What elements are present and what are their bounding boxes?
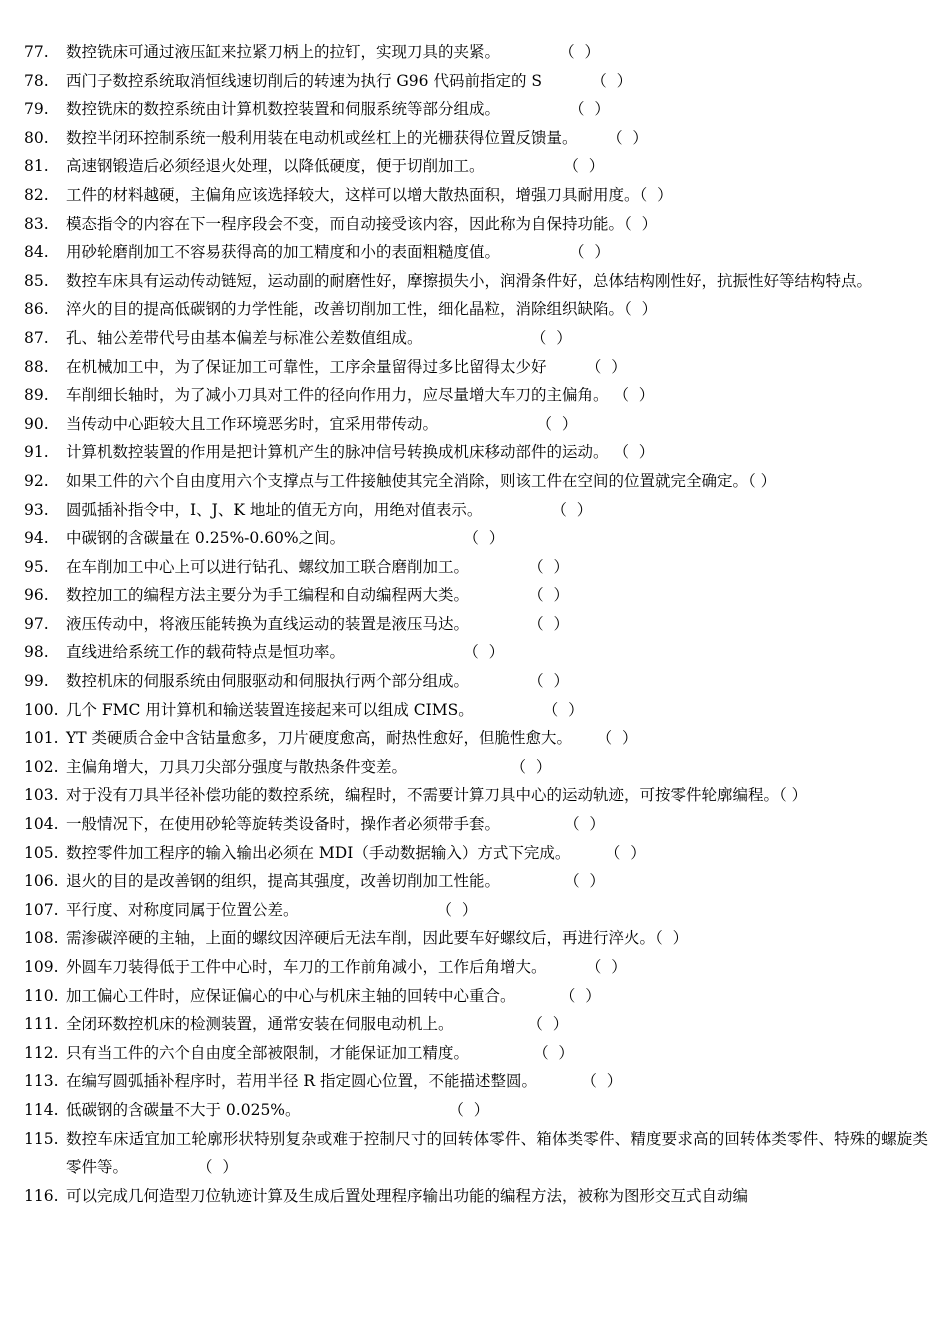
question-text: 数控车床适宜加工轮廓形状特别复杂或难于控制尺寸的回转体零件、箱体类零件、精度要求高的回转体类零件、特殊的螺旋类零件等。 — [66, 1129, 928, 1177]
question-number: 87. — [24, 328, 49, 347]
answer-blank: （ ） — [608, 386, 655, 405]
question-text-block — [66, 581, 928, 610]
question-text-block — [66, 781, 928, 810]
question-item — [24, 839, 928, 868]
answer-blank: （ ） — [484, 157, 605, 176]
question-text: 全闭环数控机床的检测装置，通常安装在伺服电动机上。 — [66, 1015, 454, 1034]
question-item — [24, 1010, 928, 1039]
answer-blank: （ ） — [300, 1100, 490, 1119]
question-item — [24, 753, 928, 782]
question-text: 液压传动中，将液压能转换为直线运动的装置是液压马达。 — [66, 614, 470, 633]
question-text-block — [66, 152, 928, 181]
question-text: 高速钢锻造后必须经退火处理，以降低硬度，便于切削加工。 — [66, 157, 485, 176]
answer-blank: （ ） — [453, 1015, 569, 1034]
answer-blank: （ ） — [608, 443, 655, 462]
question-text: 可以完成几何造型刀位轨迹计算及生成后置处理程序输出功能的编程方法，被称为图形交互式自动编 — [66, 1186, 749, 1205]
question-item — [24, 724, 928, 753]
question-item — [24, 524, 928, 553]
question-text: 西门子数控系统取消恒线速切削后的转速为执行 G96 代码前指定的 S — [66, 71, 543, 90]
question-item — [24, 610, 928, 639]
question-text-block — [66, 67, 928, 96]
question-number: 105. — [24, 843, 59, 862]
question-number: 86. — [24, 300, 49, 319]
question-text-block — [66, 1182, 928, 1211]
question-text: 数控铣床可通过液压缸来拉紧刀柄上的拉钉，实现刀具的夹紧。 — [66, 43, 501, 61]
question-text: 孔、轴公差带代号由基本偏差与标准公差数值组成。 — [66, 328, 423, 347]
question-text-block — [66, 1067, 928, 1096]
answer-blank: （ ） — [624, 300, 658, 319]
question-text-block — [66, 353, 928, 382]
question-text: 对于没有刀具半径补偿功能的数控系统，编程时，不需要计算刀具中心的运动轨迹，可按零件轮廓编程。（ ） — [66, 786, 808, 805]
question-number: 83. — [24, 214, 49, 233]
question-number: 82. — [24, 185, 49, 204]
question-text-block — [66, 95, 928, 124]
question-text: 模态指令的内容在下一程序段会不变，而自动接受该内容，因此称为自保持功能。 — [66, 214, 625, 233]
question-text-block — [66, 238, 928, 267]
question-number: 116. — [24, 1186, 59, 1205]
question-number: 107. — [24, 900, 59, 919]
answer-blank: （ ） — [298, 900, 478, 919]
question-text: 如果工件的六个自由度用六个支撑点与工件接触使其完全消除，则该工件在空间的位置就完全确定。（ ） — [66, 471, 777, 490]
question-number: 91. — [24, 443, 49, 462]
question-text-block — [66, 496, 928, 525]
question-item — [24, 696, 928, 725]
question-text: 中碳钢的含碳量在 0.25%-0.60%之间。 — [66, 529, 346, 548]
question-text-block — [66, 181, 928, 210]
question-number: 95. — [24, 557, 49, 576]
question-number: 80. — [24, 128, 49, 147]
answer-blank: （ ） — [469, 586, 569, 605]
question-number: 108. — [24, 929, 59, 948]
question-number: 79. — [24, 100, 49, 119]
question-number: 111. — [24, 1015, 59, 1034]
answer-blank: （ ） — [500, 100, 610, 119]
answer-blank: （ ） — [473, 700, 584, 719]
question-text-block — [66, 524, 928, 553]
question-text-block — [66, 295, 928, 324]
question-number: 113. — [24, 1072, 59, 1091]
question-item — [24, 67, 928, 96]
question-text: 数控铣床的数控系统由计算机数控装置和伺服系统等部分组成。 — [66, 100, 501, 119]
answer-blank: （ ） — [469, 614, 569, 633]
question-number: 106. — [24, 872, 59, 891]
question-text: 计算机数控装置的作用是把计算机产生的脉冲信号转换成机床移动部件的运动。 — [66, 443, 609, 462]
question-text: 平行度、对称度同属于位置公差。 — [66, 900, 299, 919]
question-text-block — [66, 953, 928, 982]
question-text: 车削细长轴时，为了减小刀具对工件的径向作用力，应尽量增大车刀的主偏角。 — [66, 386, 609, 405]
question-number: 98. — [24, 643, 49, 662]
question-text-block — [66, 724, 928, 753]
question-text-block — [66, 324, 928, 353]
question-item — [24, 896, 928, 925]
answer-blank: （ ） — [655, 929, 689, 948]
question-text: 主偏角增大，刀具刀尖部分强度与散热条件变差。 — [66, 757, 408, 776]
question-number: 104. — [24, 815, 59, 834]
question-item — [24, 124, 928, 153]
answer-blank: （ ） — [572, 729, 638, 748]
question-text: 需渗碳淬硬的主轴，上面的螺纹因淬硬后无法车削，因此要车好螺纹后，再进行淬火。 — [66, 929, 656, 948]
question-text-block — [66, 810, 928, 839]
question-item — [24, 152, 928, 181]
question-text: 外圆车刀装得低于工件中心时，车刀的工作前角减小，工作后角增大。 — [66, 958, 547, 976]
answer-blank: （ ） — [537, 1072, 623, 1091]
question-text-block — [66, 867, 928, 896]
question-text-block — [66, 124, 928, 153]
question-text-block — [66, 267, 928, 296]
question-item — [24, 924, 928, 953]
question-text: YT 类硬质合金中含钴量愈多，刀片硬度愈高，耐热性愈好，但脆性愈大。 — [66, 729, 573, 748]
question-number: 99. — [24, 672, 49, 691]
question-item — [24, 238, 928, 267]
question-item — [24, 1125, 928, 1182]
question-number: 112. — [24, 1043, 59, 1062]
answer-blank: （ ） — [500, 815, 605, 834]
question-item — [24, 353, 928, 382]
question-item — [24, 553, 928, 582]
question-text-block — [66, 982, 928, 1011]
answer-blank: （ ） — [345, 643, 505, 662]
question-text: 低碳钢的含碳量不大于 0.025%。 — [66, 1100, 301, 1119]
answer-blank: （ ） — [639, 185, 673, 204]
question-text: 数控车床具有运动传动链短，运动副的耐磨性好，摩擦损失小，润滑条件好，总体结构刚性好，抗振性好等结构特点。 — [66, 271, 873, 290]
question-item — [24, 267, 928, 296]
question-item — [24, 410, 928, 439]
question-text-block — [66, 1125, 928, 1182]
question-item — [24, 381, 928, 410]
question-item — [24, 1039, 928, 1068]
answer-blank: （ ） — [469, 557, 569, 576]
question-text-block — [66, 381, 928, 410]
question-item — [24, 467, 928, 496]
question-number: 101. — [24, 729, 59, 748]
answer-blank: （ ） — [128, 1158, 238, 1177]
question-number: 97. — [24, 614, 49, 633]
question-text-block — [66, 467, 928, 496]
question-item — [24, 581, 928, 610]
answer-blank: （ ） — [345, 529, 505, 548]
answer-blank: （ ） — [469, 672, 569, 691]
question-text: 在编写圆弧插补程序时，若用半径 R 指定圆心位置，不能描述整圆。 — [66, 1072, 538, 1091]
question-number: 102. — [24, 757, 59, 776]
answer-blank: （ ） — [438, 414, 578, 433]
question-number: 109. — [24, 958, 59, 976]
answer-blank: （ ） — [577, 128, 648, 147]
question-number: 84. — [24, 243, 49, 262]
question-item — [24, 38, 928, 67]
question-text: 加工偏心工件时，应保证偏心的中心与机床主轴的回转中心重合。 — [66, 986, 516, 1005]
question-number: 85. — [24, 271, 49, 290]
question-text: 退火的目的是改善钢的组织，提高其强度，改善切削加工性能。 — [66, 872, 501, 891]
question-text-block — [66, 1096, 928, 1125]
question-item — [24, 1096, 928, 1125]
question-text: 只有当工件的六个自由度全部被限制，才能保证加工精度。 — [66, 1043, 470, 1062]
question-text: 数控机床的伺服系统由伺服驱动和伺服执行两个部分组成。 — [66, 672, 470, 691]
question-list — [24, 38, 928, 1210]
question-text: 在机械加工中，为了保证加工可靠性，工序余量留得过多比留得太少好 — [66, 357, 547, 376]
question-number: 88. — [24, 357, 49, 376]
question-text: 数控半闭环控制系统一般利用装在电动机或丝杠上的光栅获得位置反馈量。 — [66, 128, 578, 147]
question-item — [24, 295, 928, 324]
question-text: 用砂轮磨削加工不容易获得高的加工精度和小的表面粗糙度值。 — [66, 243, 501, 262]
question-item — [24, 210, 928, 239]
question-text-block — [66, 924, 928, 953]
question-text: 数控零件加工程序的输入输出必须在 MDI（手动数据输入）方式下完成。 — [66, 843, 571, 862]
question-text: 数控加工的编程方法主要分为手工编程和自动编程两大类。 — [66, 586, 470, 605]
answer-blank: （ ） — [469, 1043, 574, 1062]
question-number: 81. — [24, 157, 49, 176]
question-text-block — [66, 638, 928, 667]
question-text-block — [66, 553, 928, 582]
question-text: 工件的材料越硬，主偏角应该选择较大，这样可以增大散热面积，增强刀具耐用度。 — [66, 185, 640, 204]
question-text: 淬火的目的提高低碳钢的力学性能，改善切削加工性，细化晶粒，消除组织缺陷。 — [66, 300, 625, 319]
question-item — [24, 181, 928, 210]
answer-blank: （ ） — [500, 243, 610, 262]
question-text-block — [66, 210, 928, 239]
question-item — [24, 95, 928, 124]
answer-blank: （ ） — [500, 43, 600, 61]
question-text-block — [66, 839, 928, 868]
answer-blank: （ ） — [515, 986, 601, 1005]
question-text-block — [66, 410, 928, 439]
question-item — [24, 324, 928, 353]
answer-blank: （ ） — [624, 214, 658, 233]
question-number: 103. — [24, 786, 59, 805]
question-item — [24, 781, 928, 810]
question-item — [24, 496, 928, 525]
question-item — [24, 667, 928, 696]
question-item — [24, 982, 928, 1011]
answer-blank: （ ） — [407, 757, 552, 776]
question-item — [24, 953, 928, 982]
question-text-block — [66, 610, 928, 639]
question-number: 94. — [24, 529, 49, 548]
question-item — [24, 638, 928, 667]
question-number: 78. — [24, 71, 49, 90]
question-text-block — [66, 1039, 928, 1068]
question-number: 92. — [24, 471, 49, 490]
answer-blank: （ ） — [546, 958, 627, 976]
question-number: 114. — [24, 1100, 59, 1119]
question-text: 一般情况下，在使用砂轮等旋转类设备时，操作者必须带手套。 — [66, 815, 501, 834]
question-text: 几个 FMC 用计算机和输送装置连接起来可以组成 CIMS。 — [66, 700, 474, 719]
question-text: 当传动中心距较大且工作环境恶劣时，宜采用带传动。 — [66, 414, 439, 433]
answer-blank: （ ） — [542, 71, 633, 90]
answer-blank: （ ） — [422, 328, 572, 347]
question-text: 在车削加工中心上可以进行钻孔、螺纹加工联合磨削加工。 — [66, 557, 470, 576]
question-text-block — [66, 1010, 928, 1039]
question-number: 77. — [24, 43, 49, 61]
question-item — [24, 1182, 928, 1211]
question-text-block — [66, 38, 928, 67]
question-text-block — [66, 667, 928, 696]
question-number: 100. — [24, 700, 59, 719]
question-item — [24, 438, 928, 467]
question-text-block — [66, 438, 928, 467]
question-text: 直线进给系统工作的载荷特点是恒功率。 — [66, 643, 346, 662]
question-number: 90. — [24, 414, 49, 433]
question-item — [24, 1067, 928, 1096]
question-number: 96. — [24, 586, 49, 605]
answer-blank: （ ） — [500, 872, 605, 891]
answer-blank: （ ） — [482, 500, 593, 519]
question-item — [24, 867, 928, 896]
question-item — [24, 810, 928, 839]
question-number: 89. — [24, 386, 49, 405]
question-number: 93. — [24, 500, 49, 519]
answer-blank: （ ） — [570, 843, 646, 862]
question-number: 115. — [24, 1129, 59, 1148]
answer-blank: （ ） — [546, 357, 627, 376]
question-text-block — [66, 696, 928, 725]
question-number: 110. — [24, 986, 59, 1005]
question-text-block — [66, 896, 928, 925]
question-text-block — [66, 753, 928, 782]
question-text: 圆弧插补指令中，I、J、K 地址的值无方向，用绝对值表示。 — [66, 500, 483, 519]
